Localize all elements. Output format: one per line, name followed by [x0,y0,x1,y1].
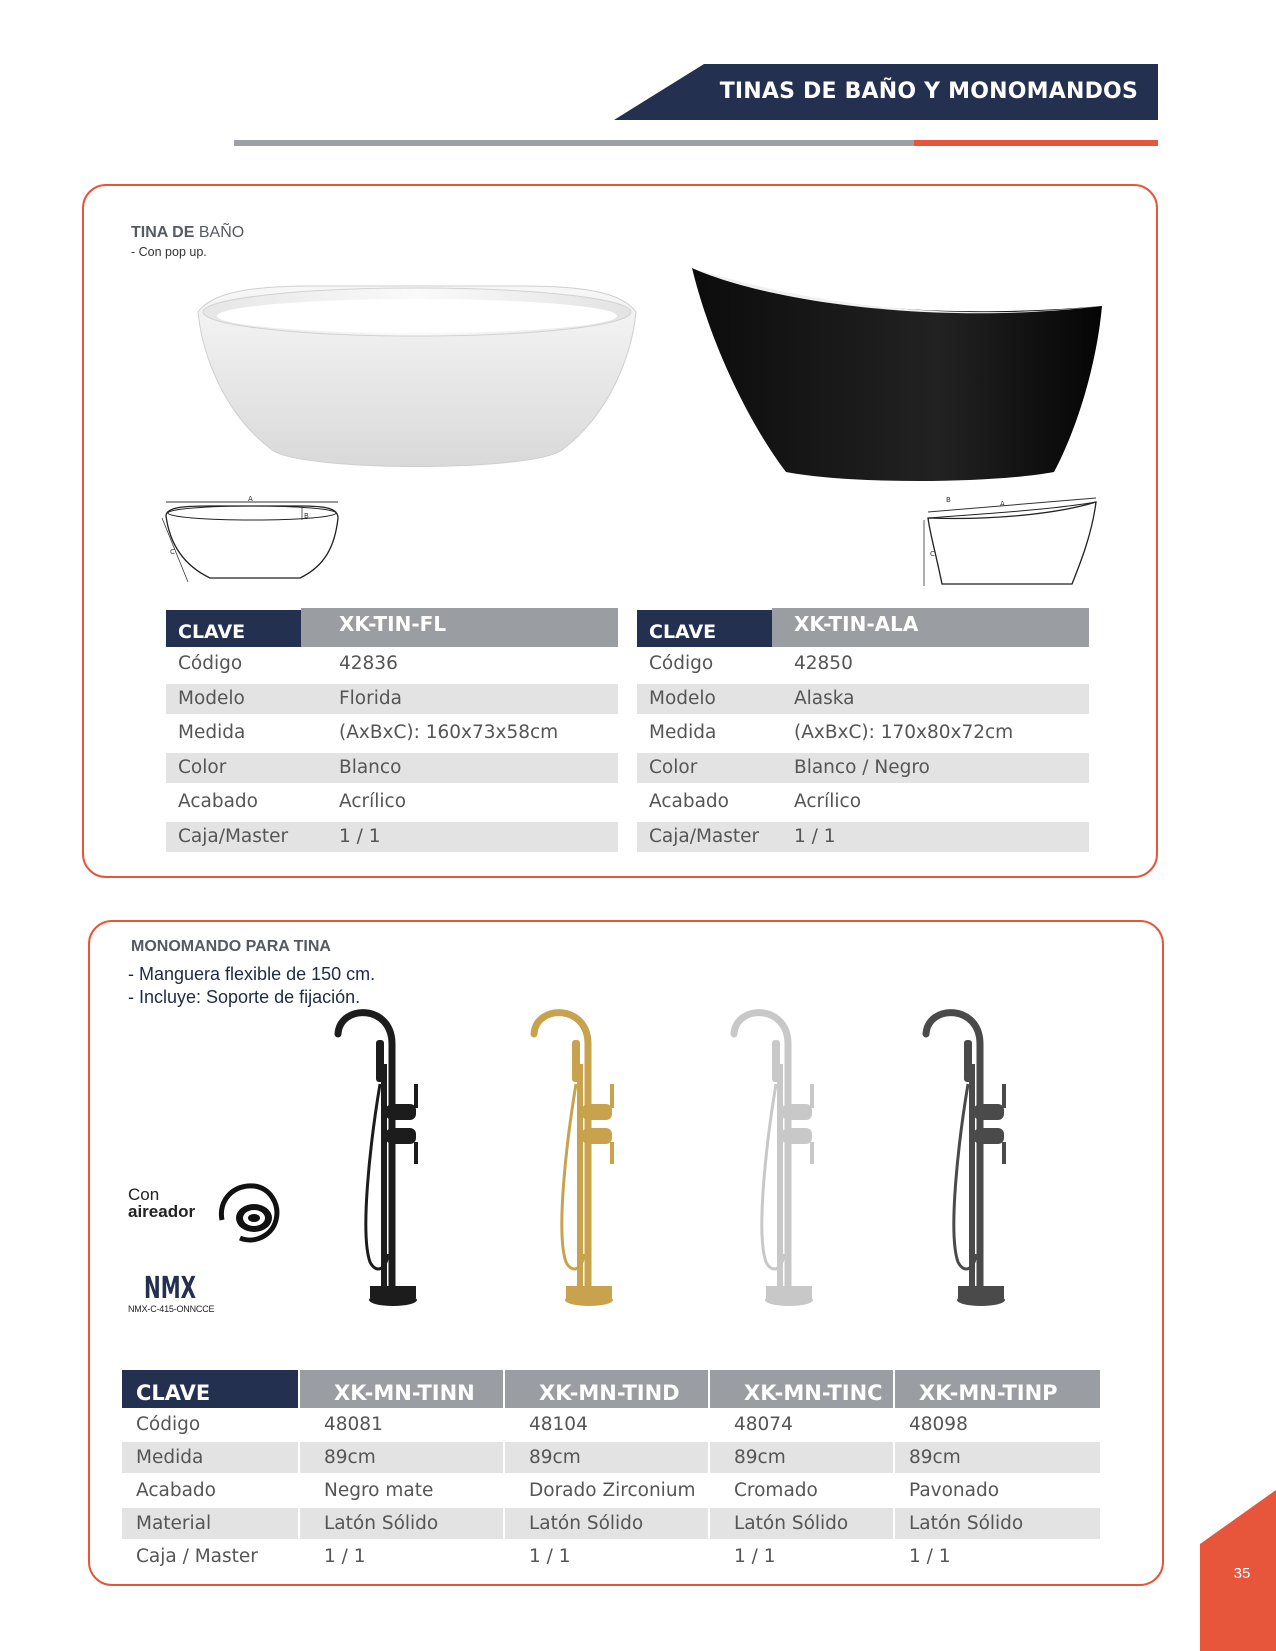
spec-value: Blanco / Negro [794,756,930,778]
model-header-text: XK-MN-TINN [334,1381,475,1405]
row-label: Acabado [136,1480,216,1501]
aerator-badge-line2: aireador [128,1202,196,1221]
faucet-notes [128,963,375,1009]
bathtubs-section-title [131,224,244,242]
nmx-code: NMX-C-415-ONNCCE [128,1304,215,1314]
row-value: 48104 [529,1414,588,1435]
nmx-certification-logo [128,1262,208,1304]
faucet-table-row [122,1408,1122,1441]
spec-row [637,785,1089,820]
clave-label [122,1370,298,1408]
faucet-spec-table [122,1370,1122,1573]
row-value-cell [300,1441,503,1474]
clave-value: XK-TIN-FL [301,608,618,647]
row-value: 89cm [324,1447,376,1468]
row-label-cell [122,1474,298,1507]
row-value-cell [300,1507,503,1540]
spec-row [166,682,618,717]
row-label: Código [136,1414,201,1435]
row-value: 48081 [324,1414,383,1435]
row-value-cell [710,1474,893,1507]
svg-text:A: A [1000,500,1005,508]
faucet-note: - Incluye: Soporte de fijación. [128,987,361,1007]
svg-text:C: C [170,548,175,556]
spec-label: Caja/Master [649,825,760,847]
spec-value: Blanco [339,756,402,778]
spec-row [637,682,1089,717]
row-value-cell [505,1540,708,1573]
header-banner [614,64,1158,120]
spec-label: Modelo [649,687,716,709]
spec-value: Acrílico [794,791,862,812]
spec-table-florida [166,608,618,854]
diagram-label-a: A [248,495,253,503]
row-label-cell [122,1540,298,1573]
section-title-light: BAÑO [198,224,245,241]
black-slipper-bathtub-image [688,262,1108,484]
row-value-cell [300,1540,503,1573]
spec-label: Medida [178,722,246,743]
spec-label: Caja/Master [178,825,289,847]
faucet-table-row [122,1441,1122,1474]
aerator-icon [212,1180,282,1244]
spec-value: (AxBxC): 160x73x58cm [339,722,559,743]
row-value-cell [895,1507,1100,1540]
row-value: Pavonado [909,1480,1000,1501]
page-title: TINAS DE BAÑO Y MONOMANDOS [719,79,1138,104]
spec-value: Acrílico [339,791,407,812]
row-value: 1 / 1 [909,1546,951,1567]
clave-label: CLAVE [637,610,772,647]
black-bathtub-dimension-diagram [920,494,1100,590]
spec-label: Medida [649,722,717,743]
spec-value: 42850 [794,653,853,674]
spec-table-alaska [637,608,1089,854]
row-value: 89cm [909,1447,961,1468]
row-value: 89cm [734,1447,786,1468]
row-label: Material [136,1513,212,1534]
header-rule-gray [234,140,914,146]
row-value: Latón Sólido [324,1513,439,1534]
faucet-table-row [122,1507,1122,1540]
row-value-cell [300,1474,503,1507]
row-value: 1 / 1 [529,1546,571,1567]
row-value: 1 / 1 [324,1546,366,1567]
spec-row [637,751,1089,786]
faucet-table-row [122,1540,1122,1573]
row-value: Latón Sólido [529,1513,644,1534]
row-value-cell [895,1540,1100,1573]
row-value-cell [505,1408,708,1441]
spec-value: (AxBxC): 170x80x72cm [794,722,1014,743]
svg-text:B: B [946,496,951,504]
spec-value: Alaska [794,687,855,709]
spec-row [637,820,1089,855]
row-label-cell [122,1507,298,1540]
floor-faucet-illustration [926,1013,1005,1306]
row-label: Medida [136,1447,204,1468]
row-value-cell [710,1507,893,1540]
row-value-cell [505,1507,708,1540]
spec-label: Código [178,653,243,674]
row-label: Caja / Master [136,1546,258,1567]
clave-label: CLAVE [166,610,301,647]
faucet-table-header [122,1370,1122,1408]
spec-value: 1 / 1 [794,825,836,847]
row-value-cell [895,1408,1100,1441]
spec-row [637,716,1089,751]
row-value-cell [710,1408,893,1441]
spec-label: Acabado [178,791,258,812]
row-value-cell [505,1441,708,1474]
spec-row [637,647,1089,682]
clave-value: XK-TIN-ALA [772,608,1089,647]
spec-row [166,751,618,786]
row-value: Latón Sólido [909,1513,1024,1534]
row-label-cell [122,1441,298,1474]
white-oval-bathtub-image [192,282,642,482]
row-value: Cromado [734,1480,818,1501]
row-value-cell [895,1441,1100,1474]
spec-value: 42836 [339,653,398,674]
row-value: 48074 [734,1414,793,1435]
aerator-badge-line1: Con [128,1185,160,1204]
faucet-table-row [122,1474,1122,1507]
row-value-cell [710,1441,893,1474]
model-header [710,1370,893,1408]
svg-text:C: C [930,550,935,558]
spec-header [166,608,618,647]
floor-faucet-illustration [734,1013,813,1306]
row-value: 1 / 1 [734,1546,776,1567]
model-header-text: XK-MN-TIND [539,1381,680,1405]
model-header [895,1370,1100,1408]
row-value-cell [300,1408,503,1441]
row-value-cell [710,1540,893,1573]
model-header-text: XK-MN-TINC [744,1381,883,1405]
row-value: 48098 [909,1414,968,1435]
spec-label: Acabado [649,791,729,812]
spec-label: Modelo [178,687,245,709]
row-value: Latón Sólido [734,1513,849,1534]
floor-faucet-illustration [338,1013,417,1306]
spec-label: Código [649,653,714,674]
spec-label: Color [649,756,698,778]
faucet-images [300,1004,1180,1366]
spec-value: 1 / 1 [339,825,381,847]
row-label-cell [122,1408,298,1441]
nmx-logo-text: NMX [144,1271,196,1306]
spec-row [166,820,618,855]
row-value: 89cm [529,1447,581,1468]
bathtubs-note: - Con pop up. [131,245,207,259]
spec-label: Color [178,756,227,778]
model-header [505,1370,708,1408]
spec-row [166,716,618,751]
spec-header [637,608,1089,647]
row-value: Negro mate [324,1480,434,1501]
spec-row [166,647,618,682]
model-header [300,1370,503,1408]
model-header-text: XK-MN-TINP [919,1381,1058,1405]
header-rule-orange [914,140,1158,146]
section-title-bold: TINA DE [131,224,195,241]
spec-row [166,785,618,820]
svg-text:B: B [304,512,309,520]
row-value: Dorado Zirconium [529,1480,696,1501]
clave-label-text: CLAVE [136,1381,211,1405]
spec-value: Florida [339,687,402,709]
row-value-cell [505,1474,708,1507]
page-number: 35 [1233,1565,1251,1582]
floor-faucet-illustration [534,1013,613,1306]
faucet-note: - Manguera flexible de 150 cm. [128,964,376,984]
faucets-section-title: MONOMANDO PARA TINA [131,938,331,955]
white-bathtub-dimension-diagram [160,496,350,586]
aerator-badge-text [128,1186,195,1220]
row-value-cell [895,1474,1100,1507]
